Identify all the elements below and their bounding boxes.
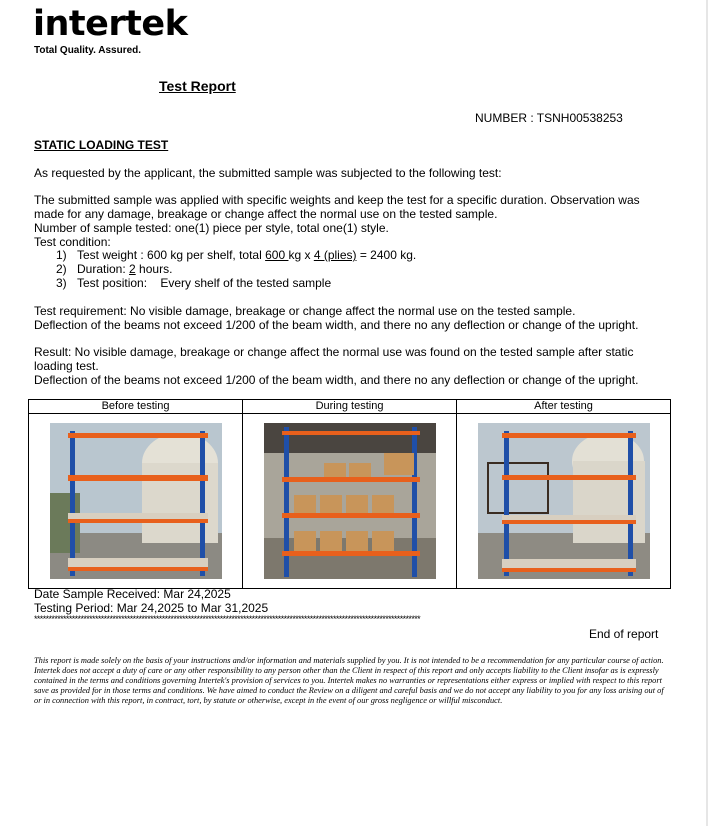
photo-table	[28, 399, 671, 589]
photo-header-before: Before testing	[29, 400, 243, 414]
description-line-3: Number of sample tested: one(1) piece per style, total one(1) style.	[34, 221, 389, 235]
condition-1-number: 1)	[56, 248, 67, 262]
description-line-4: Test condition:	[34, 235, 111, 249]
testing-period: Testing Period: Mar 24,2025 to Mar 31,2025	[34, 601, 269, 615]
end-of-report: End of report	[589, 627, 659, 641]
report-number: NUMBER : TSNH00538253	[475, 111, 623, 125]
result-line-3: Deflection of the beams not exceed 1/200 of the beam width, and there no any deflection or change of the upright.	[34, 373, 639, 387]
rack-photo-before	[50, 423, 222, 579]
rack-photo-during	[264, 423, 436, 579]
result-line-2: loading test.	[34, 359, 99, 373]
photo-header-during: During testing	[243, 400, 457, 414]
rack-photo-after	[478, 423, 650, 579]
result-line-1: Result: No visible damage, breakage or change affect the normal use was found on the tested sample after static	[34, 345, 634, 359]
logo-tagline: Total Quality. Assured.	[34, 45, 142, 56]
condition-3-text: Test position: Every shelf of the tested sample	[77, 276, 332, 290]
requirement-line-2: Deflection of the beams not exceed 1/200 of the beam width, and there no any deflection or change of the upright.	[34, 318, 639, 332]
photo-cell-after	[457, 414, 671, 589]
photo-header-after: After testing	[457, 400, 671, 414]
disclaimer: This report is made solely on the basis of your instructions and/or information and materials supplied by you. It is not intended to be a recommendation for any particular course of action. Intertek does not accept a duty of care or any other responsibility to any person other than the Client in respect of this report and only accepts liability to the Client insofar as is expressly contained in the terms and conditions governing Intertek's provision of services to you. Intertek makes no warranties or representations either express or implied with respect to this report save as provided for in those terms and conditions. We have aimed to conduct the Review on a diligent and careful basis and we do not accept any liability to you for any loss arising out of or in connection with this report, in contract, tort, by statute or otherwise, except in the event of our gross negligence or willful misconduct.	[34, 656, 664, 705]
condition-2-number: 2)	[56, 262, 67, 276]
condition-2-text: Duration: 2 hours.	[77, 262, 173, 276]
photo-cell-before	[29, 414, 243, 589]
photo-cell-during	[243, 414, 457, 589]
section-title: STATIC LOADING TEST	[34, 138, 169, 152]
requirement-line-1: Test requirement: No visible damage, breakage or change affect the normal use on the tested sample.	[34, 304, 576, 318]
description-line-2: made for any damage, breakage or change affect the normal use on the tested sample.	[34, 207, 498, 221]
condition-3-number: 3)	[56, 276, 67, 290]
page-title: Test Report	[159, 78, 236, 94]
intro-text: As requested by the applicant, the submitted sample was subjected to the following test:	[34, 166, 502, 180]
date-received: Date Sample Received: Mar 24,2025	[34, 587, 231, 601]
separator-stars: *************************************************************************************************************************************	[34, 614, 421, 624]
description-line-1: The submitted sample was applied with specific weights and keep the test for a specific duration. Observation was	[34, 193, 640, 207]
intertek-logo: intertek	[33, 4, 188, 44]
condition-1-text: Test weight : 600 kg per shelf, total 600 kg x 4 (plies) = 2400 kg.	[77, 248, 417, 262]
